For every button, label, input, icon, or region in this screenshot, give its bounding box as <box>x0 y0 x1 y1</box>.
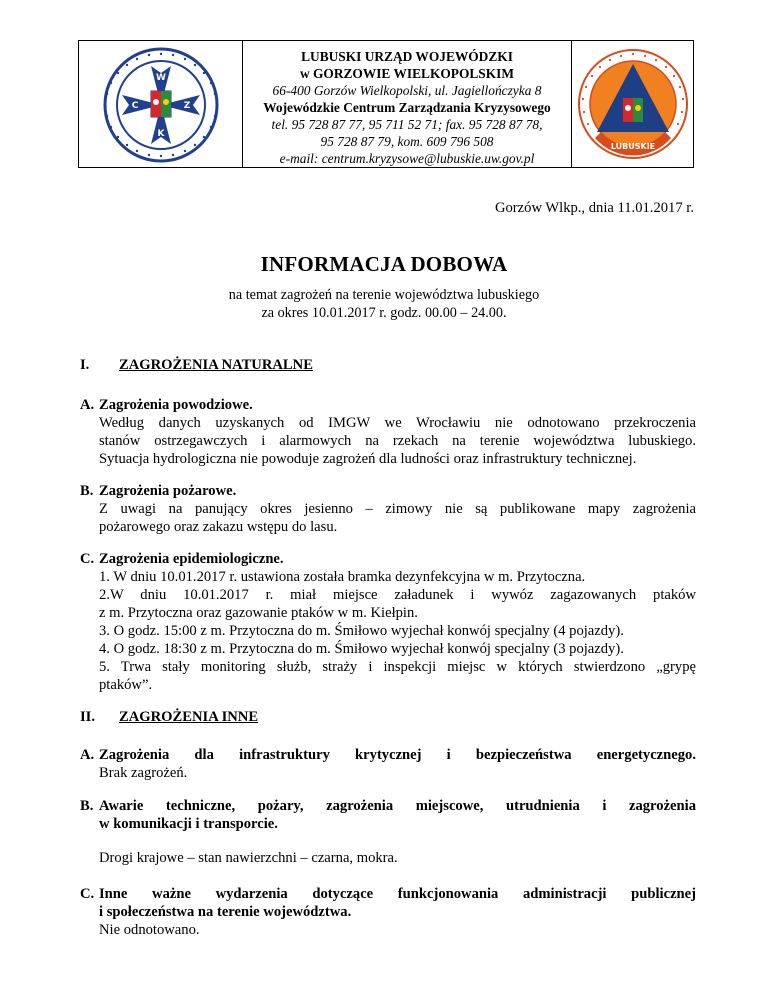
section-2b-heading: Awarie techniczne, pożary, zagrożenia miejscowe, utrudnienia i zagrożenia <box>99 798 696 814</box>
phone-line-2: 95 728 87 79, kom. 609 796 508 <box>320 134 494 149</box>
section-2b-label: B. <box>80 798 94 814</box>
section-1c-label: C. <box>80 551 95 567</box>
section-1c-item: 4. O godz. 18:30 z m. Przytoczna do m. Śmiłowo wyjechał konwój specjalny (3 pojazdy). <box>99 641 624 657</box>
section-1-number: I. <box>80 357 90 373</box>
section-2a-label: A. <box>80 747 95 763</box>
section-2c-text: Nie odnotowano. <box>99 922 200 938</box>
section-2c-heading-2: i społeczeństwa na terenie województwa. <box>99 904 352 920</box>
section-1a-text: Sytuacja hydrologiczna nie powoduje zagrożeń dla ludności oraz infrastruktury technicznej. <box>99 451 637 467</box>
section-1c-item: ptaków”. <box>99 677 153 693</box>
phone-line: tel. 95 728 87 77, 95 711 52 71; fax. 95 728 87 78, <box>271 117 543 132</box>
section-1c-heading: Zagrożenia epidemiologiczne. <box>99 551 284 567</box>
svg-text:K: K <box>157 129 165 139</box>
section-1a-text: stanów ostrzegawczych i alarmowych na rzekach na terenie województwa lubuskiego. <box>99 433 696 449</box>
section-2c-label: C. <box>80 886 95 902</box>
svg-text:Z: Z <box>183 101 191 111</box>
section-2-number: II. <box>80 709 96 725</box>
letterhead-address <box>243 41 571 167</box>
section-1c-item: 3. O godz. 15:00 z m. Przytoczna do m. Śmiłowo wyjechał konwój specjalny (4 pojazdy). <box>99 623 624 639</box>
section-1b-label: B. <box>80 483 94 499</box>
section-1a-label: A. <box>80 397 95 413</box>
section-1c-item: z m. Przytoczna oraz gazowanie ptaków w m. Kiełpin. <box>99 605 418 621</box>
section-2b-heading-2: w komunikacji i transporcie. <box>99 816 278 832</box>
document-period: za okres 10.01.2017 r. godz. 00.00 – 24.00. <box>261 305 507 321</box>
document-title: INFORMACJA DOBOWA <box>260 252 508 276</box>
section-1a-text: Według danych uzyskanych od IMGW we Wrocławiu nie odnotowano przekroczenia <box>99 415 696 431</box>
svg-text:C: C <box>131 101 139 111</box>
section-1c-item: 1. W dniu 10.01.2017 r. ustawiona została bramka dezynfekcyjna w m. Przytoczna. <box>99 569 586 585</box>
section-1a-heading: Zagrożenia powodziowe. <box>99 397 253 413</box>
wczk-logo-icon <box>89 46 233 164</box>
section-2-title: ZAGROŻENIA INNE <box>119 709 259 725</box>
email-line: e-mail: centrum.kryzysowe@lubuskie.uw.gov.pl <box>279 151 535 166</box>
office-city: w GORZOWIE WIELKOPOLSKIM <box>299 66 515 81</box>
section-1c-item: 2.W dniu 10.01.2017 r. miał miejsce załadunek i wywóz zagazowanych ptaków <box>99 587 696 603</box>
document-date: Gorzów Wlkp., dnia 11.01.2017 r. <box>494 200 694 216</box>
section-2b-text: Drogi krajowe – stan nawierzchni – czarna, mokra. <box>99 850 398 866</box>
section-2a-text: Brak zagrożeń. <box>99 765 188 781</box>
crisis-staff-logo-icon <box>577 48 689 160</box>
section-1c-item: 5. Trwa stały monitoring służb, straży i inspekcji miejsc w których stwierdzono „grypę <box>99 659 696 675</box>
letterhead <box>78 40 694 168</box>
document-subtitle: na temat zagrożeń na terenie województwa lubuskiego <box>228 287 540 303</box>
office-address: 66-400 Gorzów Wielkopolski, ul. Jagiellończyka 8 <box>272 83 542 98</box>
office-name: LUBUSKI URZĄD WOJEWÓDZKI <box>301 49 513 64</box>
section-1-title: ZAGROŻENIA NATURALNE <box>119 357 313 373</box>
section-2c-heading: Inne ważne wydarzenia dotyczące funkcjonowania administracji publicznej <box>99 886 696 902</box>
svg-text:W: W <box>156 73 166 83</box>
section-1b-text: pożarowego oraz zakazu wstępu do lasu. <box>99 519 338 535</box>
section-1b-text: Z uwagi na panujący okres jesienno – zimowy nie są publikowane mapy zagrożenia <box>99 501 696 517</box>
logo-lubuskie-text: LUBUSKIE <box>610 142 656 151</box>
center-name: Wojewódzkie Centrum Zarządzania Kryzysowego <box>263 100 551 115</box>
section-1b-heading: Zagrożenia pożarowe. <box>99 483 237 499</box>
letterhead-right-cell <box>571 41 693 167</box>
section-2a-heading: Zagrożenia dla infrastruktury krytycznej i bezpieczeństwa energetycznego. <box>99 747 696 763</box>
letterhead-left-cell <box>79 41 243 167</box>
